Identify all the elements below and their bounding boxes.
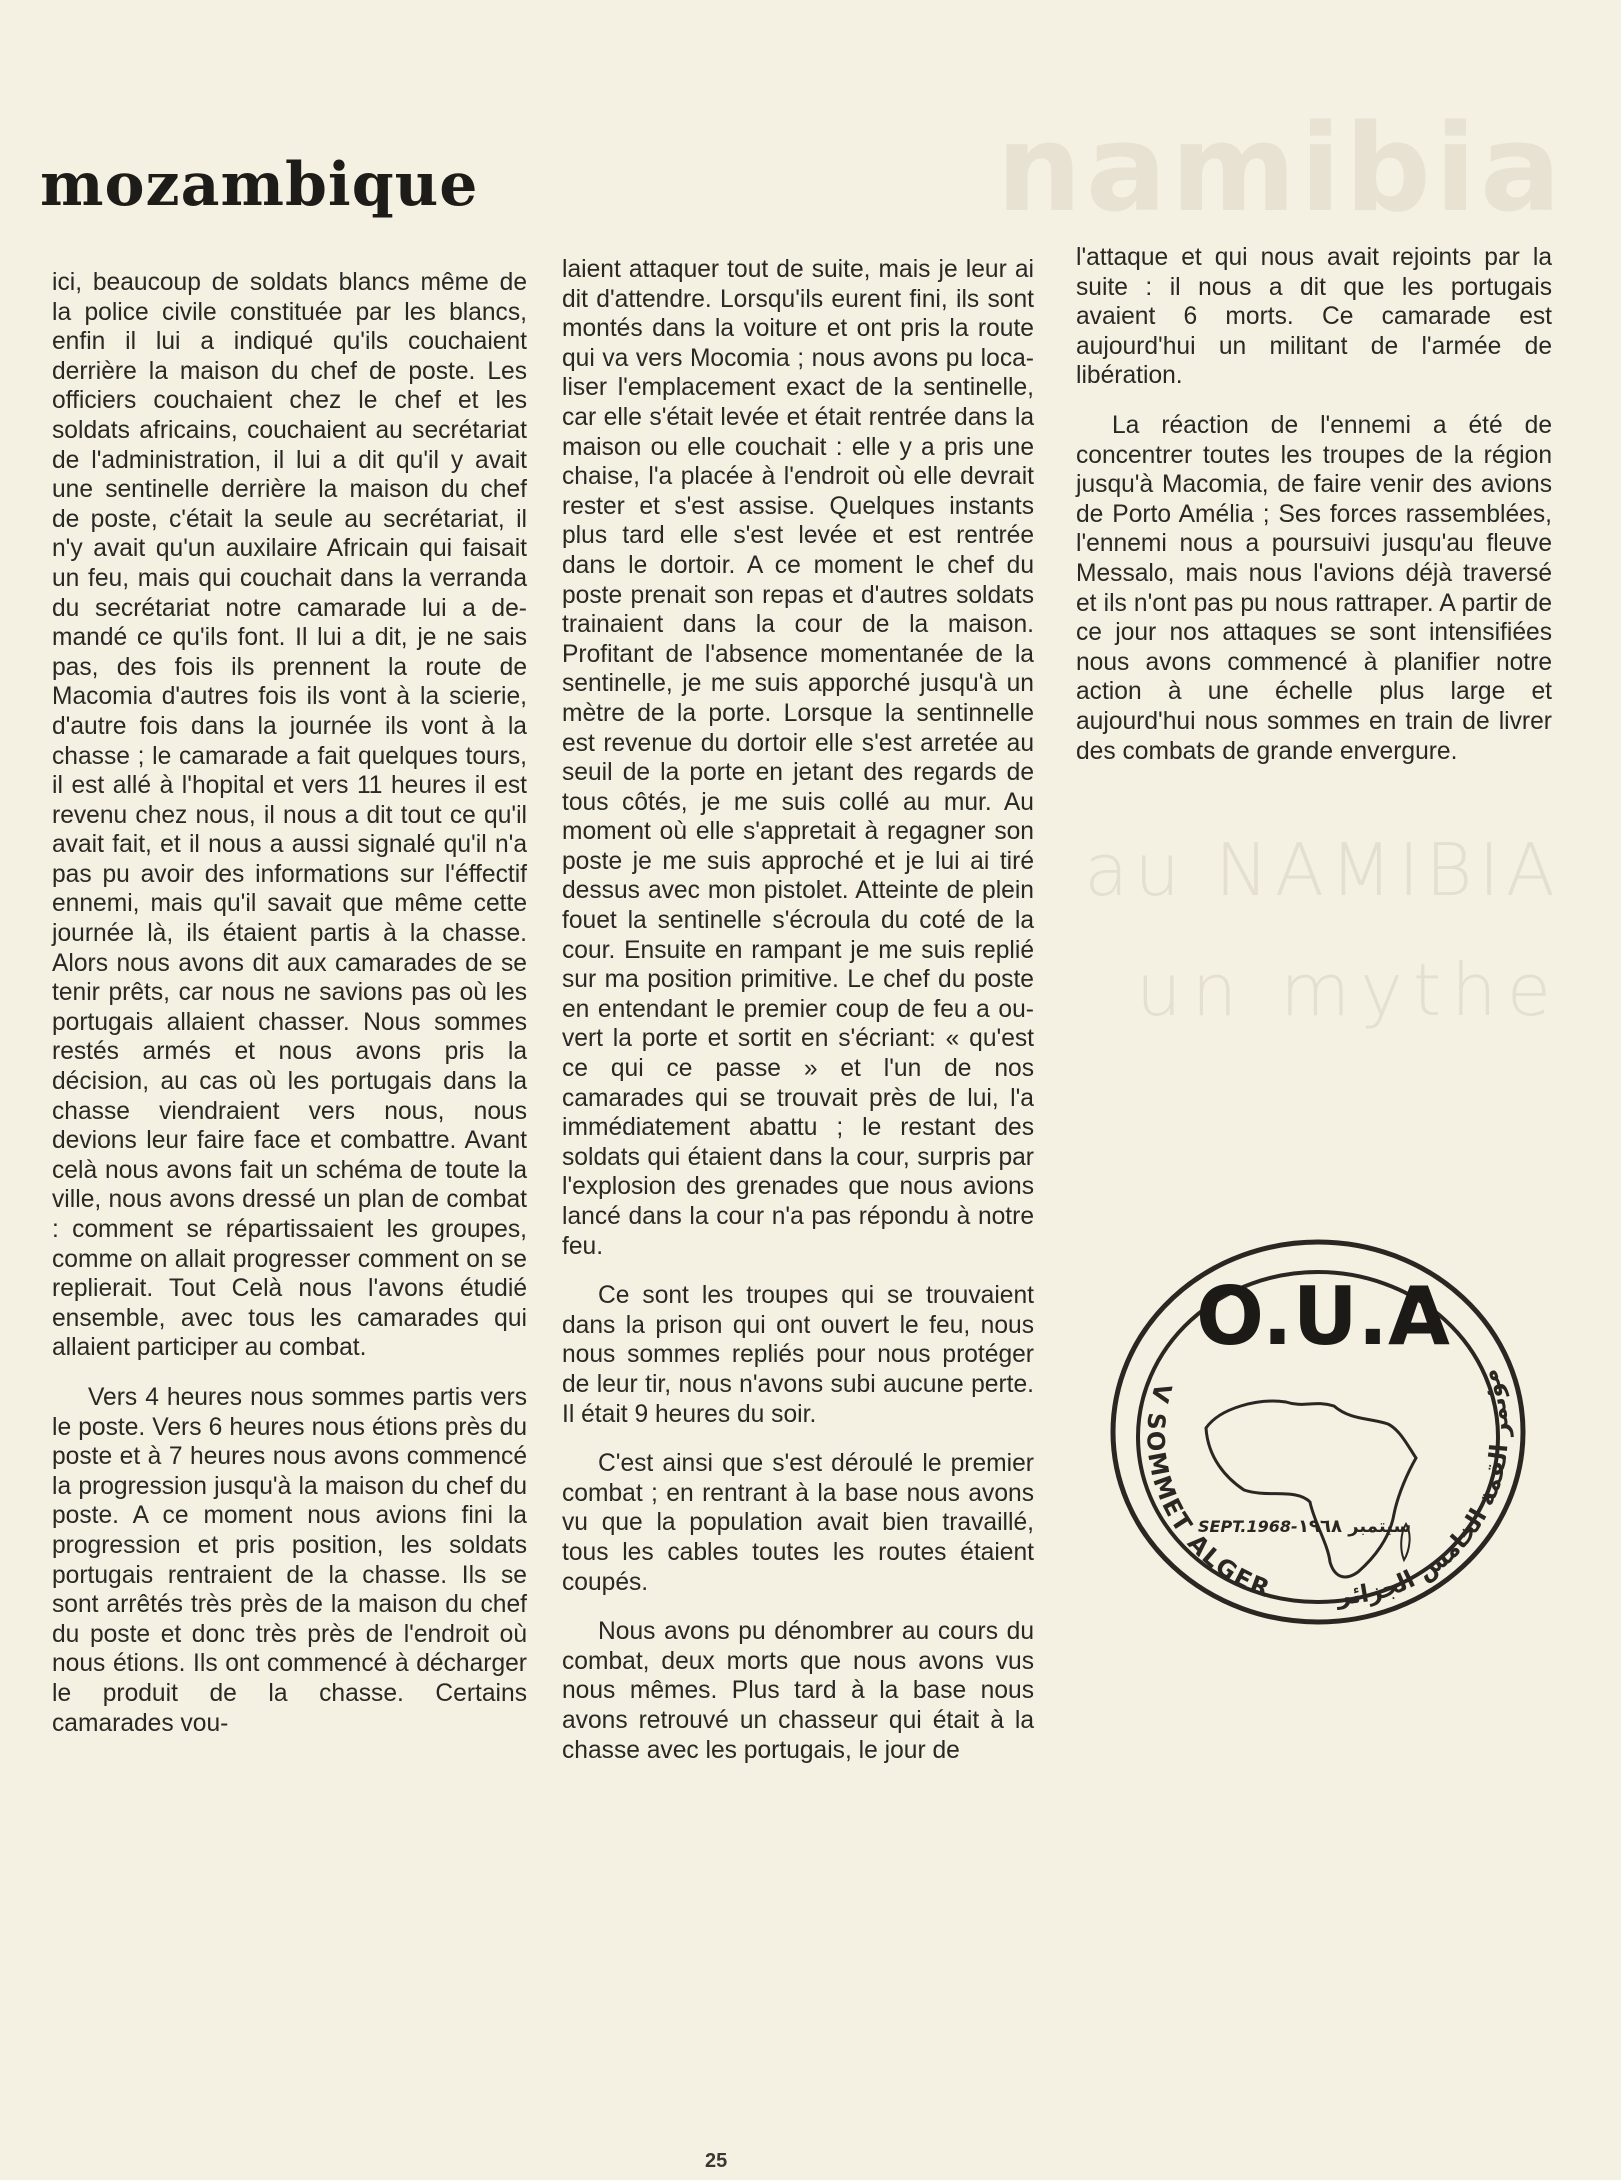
col2-paragraph-4: Nous avons pu dénombrer au cours du combat, deux morts que nous avons vus nous mêmes. Plus tard à la base nous avons retrouvé un chasseur qui était à la chasse avec les portugais, le jour de — [562, 1618, 1034, 1764]
stamp-arabic-arc-text: مؤتمر القمة الخامس الجزائر — [1336, 1365, 1514, 1611]
page-number: 25 — [705, 2150, 728, 2172]
col3-paragraph-2: La réaction de l'ennemi a été de concentrer toutes les troupes de la région jusqu'à Macomia, de faire venir des avions de Porto Amélia ; Ses forces rassemblées, l'ennemi nous a poursuivi jusqu'au fleuve Messalo, mais nous l'avions déjà traversé et ils n'ont pas pu nous rattraper. A partir de ce jour nos attaques se sont intensifiées nous avons commencé à planifier notre action à une échelle plus large et aujourd'hui nous sommes en train de livrer des combats de grande envergure. — [1076, 411, 1552, 765]
stamp-title: O.U.A — [1196, 1270, 1450, 1363]
oua-summit-stamp — [1108, 1232, 1528, 1628]
ghost-title-namibia: namibia — [996, 100, 1565, 239]
col2-paragraph-3: C'est ainsi que s'est déroulé le premier combat ; en rentrant à la base nous avons vu que la population avait bien travaillé, tous les cables toutes les routes étaient coupés. — [562, 1450, 1034, 1596]
ghost-line-au-namibia: au NAMIBIA — [1084, 828, 1561, 912]
column-1 — [52, 268, 527, 1758]
col2-paragraph-2: Ce sont les troupes qui se trouvaient dans la prison qui ont ouvert le feu, nous nous sommes repliés pour nous protéger de leur tir, nous n'avons subi aucune perte. Il était 9 heures du soir. — [562, 1282, 1034, 1428]
africa-map-icon — [1206, 1401, 1416, 1577]
col3-paragraph-1: l'attaque et qui nous avait rejoints par la suite : il nous a dit que les portugais avaient 6 morts. Ce camarade est aujourd'hui un militant de l'armée de libération. — [1076, 244, 1552, 390]
ghost-line-un-mythe: un mythe — [1135, 948, 1561, 1032]
stamp-arc-text: V SOMMET ALGER — [1141, 1380, 1276, 1604]
col2-paragraph-1: laient attaquer tout de suite, mais je leur ai dit d'attendre. Lorsqu'ils eurent fini, ils sont montés dans la voiture et ont pris la route qui va vers Mocomia ; nous avons pu localiser l'emplacement exact de la sentinelle, car elle s'était levée et était rentrée dans la maison ou elle couchait : elle y a pris une chaise, l'a placée à l'endroit où elle devrait rester et s'est assise. Quelques instants plus tard elle s'est levée et est rentrée dans le dortoir. A ce moment le chef du poste prenait son repas et d'autres soldats trainaient dans la cour de la maison. Profitant de l'absence momentanée de la sentinelle, je me suis apporché jusqu'à un mètre de la porte. Lorsque la sentinnelle est revenue du dortoir elle s'est arretée au seuil de la porte en jetant des regards de tous côtés, je me suis collé au mur. Au moment où elle s'appretait à regagner son poste je me suis approché et je lui ai tiré dessus avec mon pistolet. Atteinte de plein fouet la sentinelle s'écroula du coté de la cour. Ensuite en rampant je me suis replié sur ma position primitive. Le chef du poste en entendant le premier coup de feu a ouvert la porte et sortit en s'écriant: « qu'est ce qui ce passe » et l'un de nos camarades qui se trouvait près de lui, l'a immédiatement abattu ; le restant des soldats qui étaient dans la cour, surpris par l'explosion des grenades que nous avions lancé dans la cour n'a pas répondu à notre feu. — [562, 256, 1034, 1260]
section-title: mozambique — [40, 150, 479, 221]
column-2 — [562, 255, 1034, 1785]
col1-paragraph-1: ici, beaucoup de soldats blancs même de la police civile constituée par les blancs, enfin il lui a indiqué qu'ils couchaient derrière la maison du chef de poste. Les officiers couchaient chez le chef et les soldats africains, couchaient au secrétariat de l'administration, il lui a dit qu'il y avait une sentinelle derrière la maison du chef de poste, c'était la seule au secrétariat, il n'y avait qu'un auxilaire Africain qui faisait un feu, mais qui couchait dans la verranda du secrétariat notre camarade lui a demandé ce qu'ils font. Il lui a dit, je ne sais pas, des fois ils prennent la route de Macomia d'autres fois ils vont à la scierie, d'autre fois dans la journée ils vont à la chasse ; le camarade a fait quelques tours, il est allé à l'hopital et vers 11 heures il est revenu chez nous, il nous a dit tout ce qu'il avait fait, et il nous a aussi signalé qu'il n'a pas pu avoir des informations sur l'éffectif ennemi, mais qu'il savait que même cette journée là, ils étaient partis à la chasse. Alors nous avons dit aux camarades de se tenir prêts, car nous ne savions pas où les portugais allaient chasser. Nous sommes restés armés et nous avons pris la décision, au cas où les portugais dans la chasse viendraient vers nous, nous devions leur faire face et combattre. Avant celà nous avons fait un schéma de toute la ville, nous avons dressé un plan de combat : comment se répartissaient les groupes, comme on allait progresser comment on se replierait. Tout Celà nous l'avons étudié ensemble, avec tous les camarades qui allaient participer au combat. — [52, 269, 527, 1362]
stamp-arabic-date: سبتمبر ١٩٦٨ — [1298, 1516, 1412, 1537]
stamp-date: SEPT.1968- — [1198, 1517, 1298, 1536]
col1-paragraph-2: Vers 4 heures nous sommes partis vers le poste. Vers 6 heures nous étions près du poste et à 7 heures nous avons commencé la progression jusqu'à la maison du chef du poste. A ce moment nous avions fini la progression et pris position, les soldats portugais rentraient de la chasse. Ils se sont arrêtés très près de la maison du chef du poste et donc très près de l'endroit où nous étions. Ils ont commencé à décharger le produit de la chasse. Certains camarades vou- — [52, 1383, 527, 1737]
column-3 — [1076, 243, 1552, 786]
